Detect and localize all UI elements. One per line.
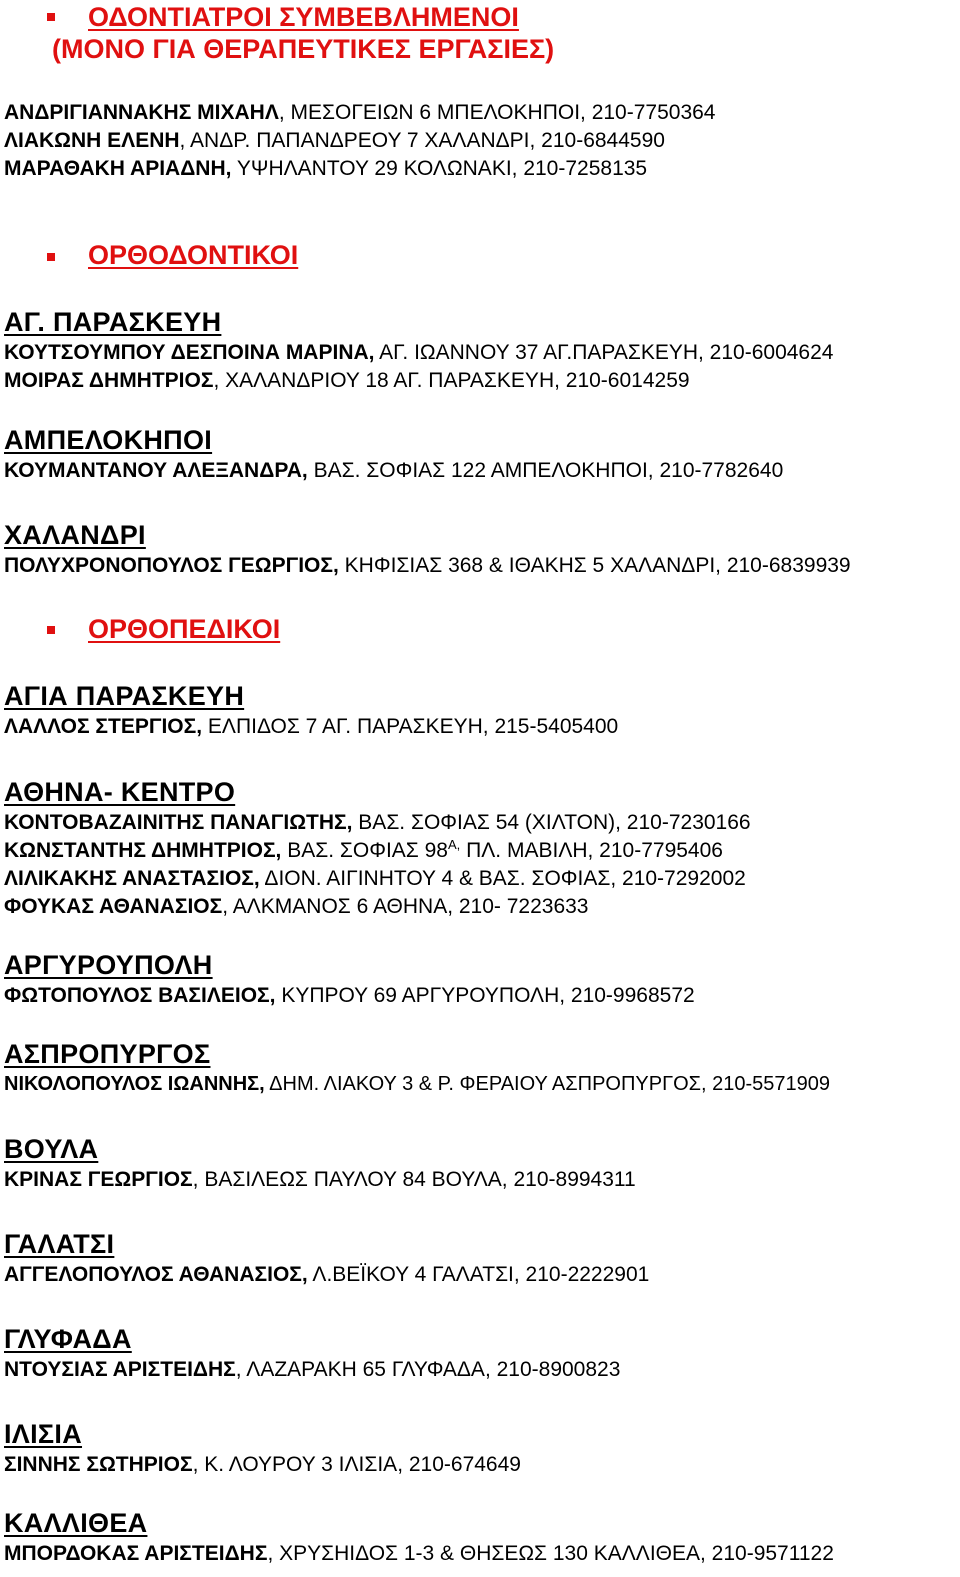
area-heading: ΚΑΛΛΙΘΕΑ: [4, 1508, 148, 1538]
doctor-name: ΑΝΔΡΙΓΙΑΝΝΑΚΗΣ ΜΙΧΑΗΛ: [4, 101, 279, 124]
square-bullet-icon: [47, 13, 55, 21]
area-heading: ΑΜΠΕΛΟΚΗΠΟΙ: [4, 425, 213, 455]
list-item: [4, 459, 783, 483]
doctor-address: , ΛΑΖΑΡΑΚΗ 65 ΓΛΥΦΑΔΑ, 210-8900823: [235, 1358, 621, 1381]
doctor-address: , ΧΡΥΣΗΙΔΟΣ 1-3 & ΘΗΣΕΩΣ 130 ΚΑΛΛΙΘΕΑ, 210-9571122: [267, 1542, 834, 1565]
list-item: [4, 101, 715, 125]
doctor-address: , ΜΕΣΟΓΕΙΩΝ 6 ΜΠΕΛΟΚΗΠΟΙ, 210-7750364: [278, 101, 716, 124]
doctor-name: ΚΩΝΣΤΑΝΤΗΣ ΔΗΜΗΤΡΙΟΣ,: [4, 839, 282, 862]
list-item: [4, 715, 618, 739]
doctor-name: ΚΡΙΝΑΣ ΓΕΩΡΓΙΟΣ: [4, 1168, 193, 1191]
section-subtitle-dentists: (ΜΟΝΟ ΓΙΑ ΘΕΡΑΠΕΥΤΙΚΕΣ ΕΡΓΑΣΙΕΣ): [52, 34, 555, 64]
doctor-address: , ΧΑΛΑΝΔΡΙΟΥ 18 ΑΓ. ΠΑΡΑΣΚΕΥΗ, 210-6014259: [213, 369, 690, 392]
doctor-address: Λ.ΒΕΪΚΟΥ 4 ΓΑΛΑΤΣΙ, 210-2222901: [307, 1263, 650, 1286]
doctor-address: , ΑΛΚΜΑΝΟΣ 6 ΑΘΗΝΑ, 210- 7223633: [222, 895, 589, 918]
list-item: [4, 1073, 830, 1096]
doctor-address: , ΑΝΔΡ. ΠΑΠΑΝΔΡΕΟΥ 7 ΧΑΛΑΝΔΡΙ, 210-6844590: [179, 129, 665, 152]
square-bullet-icon: [47, 626, 55, 634]
doctor-address: ΒΑΣ. ΣΟΦΙΑΣ 54 (ΧΙΛΤΟΝ), 210-7230166: [352, 811, 751, 834]
doctor-name: ΦΩΤΟΠΟΥΛΟΣ ΒΑΣΙΛΕΙΟΣ,: [4, 984, 276, 1007]
doctor-address: ΔΙΟΝ. ΑΙΓΙΝΗΤΟΥ 4 & ΒΑΣ. ΣΟΦΙΑΣ, 210-7292002: [259, 867, 746, 890]
list-item: [4, 554, 851, 578]
doctor-address: ΚΗΦΙΣΙΑΣ 368 & ΙΘΑΚΗΣ 5 ΧΑΛΑΝΔΡΙ, 210-6839939: [338, 554, 851, 577]
doctor-name: ΜΠΟΡΔΟΚΑΣ ΑΡΙΣΤΕΙΔΗΣ: [4, 1542, 268, 1565]
list-item: [4, 811, 751, 835]
area-heading: ΓΑΛΑΤΣΙ: [4, 1229, 115, 1259]
area-heading: ΙΛΙΣΙΑ: [4, 1419, 83, 1449]
doctor-name: ΣΙΝΝΗΣ ΣΩΤΗΡΙΟΣ: [4, 1453, 193, 1476]
square-bullet-icon: [47, 253, 55, 261]
list-item: [4, 867, 746, 891]
section-title-orthodontists: ΟΡΘΟΔΟΝΤΙΚΟΙ: [88, 240, 299, 270]
area-heading: ΓΛΥΦΑΔΑ: [4, 1324, 132, 1354]
area-heading: ΑΘΗΝΑ- ΚΕΝΤΡΟ: [4, 777, 236, 807]
doctor-name: ΝΙΚΟΛΟΠΟΥΛΟΣ ΙΩΑΝΝΗΣ,: [4, 1073, 265, 1095]
doctor-address: ΕΛΠΙΔΟΣ 7 ΑΓ. ΠΑΡΑΣΚΕΥΗ, 215-5405400: [202, 715, 619, 738]
list-item: [4, 1168, 636, 1192]
address-superscript: Α,: [447, 837, 461, 852]
doctor-name: ΜΑΡΑΘΑΚΗ ΑΡΙΑΔΝΗ,: [4, 157, 232, 180]
list-item: [4, 341, 833, 365]
list-item: [4, 839, 723, 863]
doctor-name: ΛΑΛΛΟΣ ΣΤΕΡΓΙΟΣ,: [4, 715, 203, 738]
doctor-name: ΛΙΛΙΚΑΚΗΣ ΑΝΑΣΤΑΣΙΟΣ,: [4, 867, 260, 890]
doctor-address: ΒΑΣ. ΣΟΦΙΑΣ 98: [281, 839, 448, 862]
section-title-dentists: ΟΔΟΝΤΙΑΤΡΟΙ ΣΥΜΒΕΒΛΗΜΕΝΟΙ: [88, 2, 519, 32]
list-item: [4, 895, 588, 919]
doctor-name: ΚΟΥΜΑΝΤΑΝΟΥ ΑΛΕΞΑΝΔΡΑ,: [4, 459, 308, 482]
doctor-address-cont: ΠΛ. ΜΑΒΙΛΗ, 210-7795406: [460, 839, 723, 862]
doctor-name: ΠΟΛΥΧΡΟΝΟΠΟΥΛΟΣ ΓΕΩΡΓΙΟΣ,: [4, 554, 339, 577]
doctor-name: ΚΟΝΤΟΒΑΖΑΙΝΙΤΗΣ ΠΑΝΑΓΙΩΤΗΣ,: [4, 811, 353, 834]
list-item: [4, 1453, 521, 1477]
area-heading: ΑΓ. ΠΑΡΑΣΚΕΥΗ: [4, 307, 222, 337]
area-heading: ΑΣΠΡΟΠΥΡΓΟΣ: [4, 1039, 211, 1069]
list-item: [4, 129, 665, 153]
doctor-name: ΝΤΟΥΣΙΑΣ ΑΡΙΣΤΕΙΔΗΣ: [4, 1358, 236, 1381]
list-item: [4, 1542, 834, 1566]
list-item: [4, 369, 690, 393]
area-heading: ΒΟΥΛΑ: [4, 1134, 99, 1164]
area-heading: ΑΓΙΑ ΠΑΡΑΣΚΕΥΗ: [4, 681, 245, 711]
area-heading: ΧΑΛΑΝΔΡΙ: [4, 520, 146, 550]
doctor-address: ΒΑΣ. ΣΟΦΙΑΣ 122 ΑΜΠΕΛΟΚΗΠΟΙ, 210-7782640: [307, 459, 784, 482]
doctor-address: ΚΥΠΡΟΥ 69 ΑΡΓΥΡΟΥΠΟΛΗ, 210-9968572: [275, 984, 695, 1007]
list-item: [4, 984, 695, 1008]
doctor-address: ΔΗΜ. ΛΙΑΚΟΥ 3 & Ρ. ΦΕΡΑΙΟΥ ΑΣΠΡΟΠΥΡΓΟΣ, 210-5571909: [264, 1073, 831, 1095]
list-item: [4, 1263, 649, 1287]
doctor-address: , ΒΑΣΙΛΕΩΣ ΠΑΥΛΟΥ 84 ΒΟΥΛΑ, 210-8994311: [192, 1168, 636, 1191]
area-heading: ΑΡΓΥΡΟΥΠΟΛΗ: [4, 950, 213, 980]
doctor-name: ΑΓΓΕΛΟΠΟΥΛΟΣ ΑΘΑΝΑΣΙΟΣ,: [4, 1263, 308, 1286]
list-item: [4, 157, 647, 181]
doctor-name: ΛΙΑΚΩΝΗ ΕΛΕΝΗ: [4, 129, 180, 152]
doctor-address: ΥΨΗΛΑΝΤΟΥ 29 ΚΟΛΩΝΑΚΙ, 210-7258135: [231, 157, 648, 180]
doctor-name: ΦΟΥΚΑΣ ΑΘΑΝΑΣΙΟΣ: [4, 895, 223, 918]
doctor-address: , Κ. ΛΟΥΡΟΥ 3 ΙΛΙΣΙΑ, 210-674649: [192, 1453, 521, 1476]
list-item: [4, 1358, 620, 1382]
section-title-orthopedists: ΟΡΘΟΠΕΔΙΚΟΙ: [88, 614, 281, 644]
doctor-name: ΜΟΙΡΑΣ ΔΗΜΗΤΡΙΟΣ: [4, 369, 214, 392]
doctor-name: ΚΟΥΤΣΟΥΜΠΟΥ ΔΕΣΠΟΙΝΑ ΜΑΡΙΝΑ,: [4, 341, 375, 364]
doctor-address: ΑΓ. ΙΩΑΝΝΟΥ 37 ΑΓ.ΠΑΡΑΣΚΕΥΗ, 210-6004624: [374, 341, 834, 364]
